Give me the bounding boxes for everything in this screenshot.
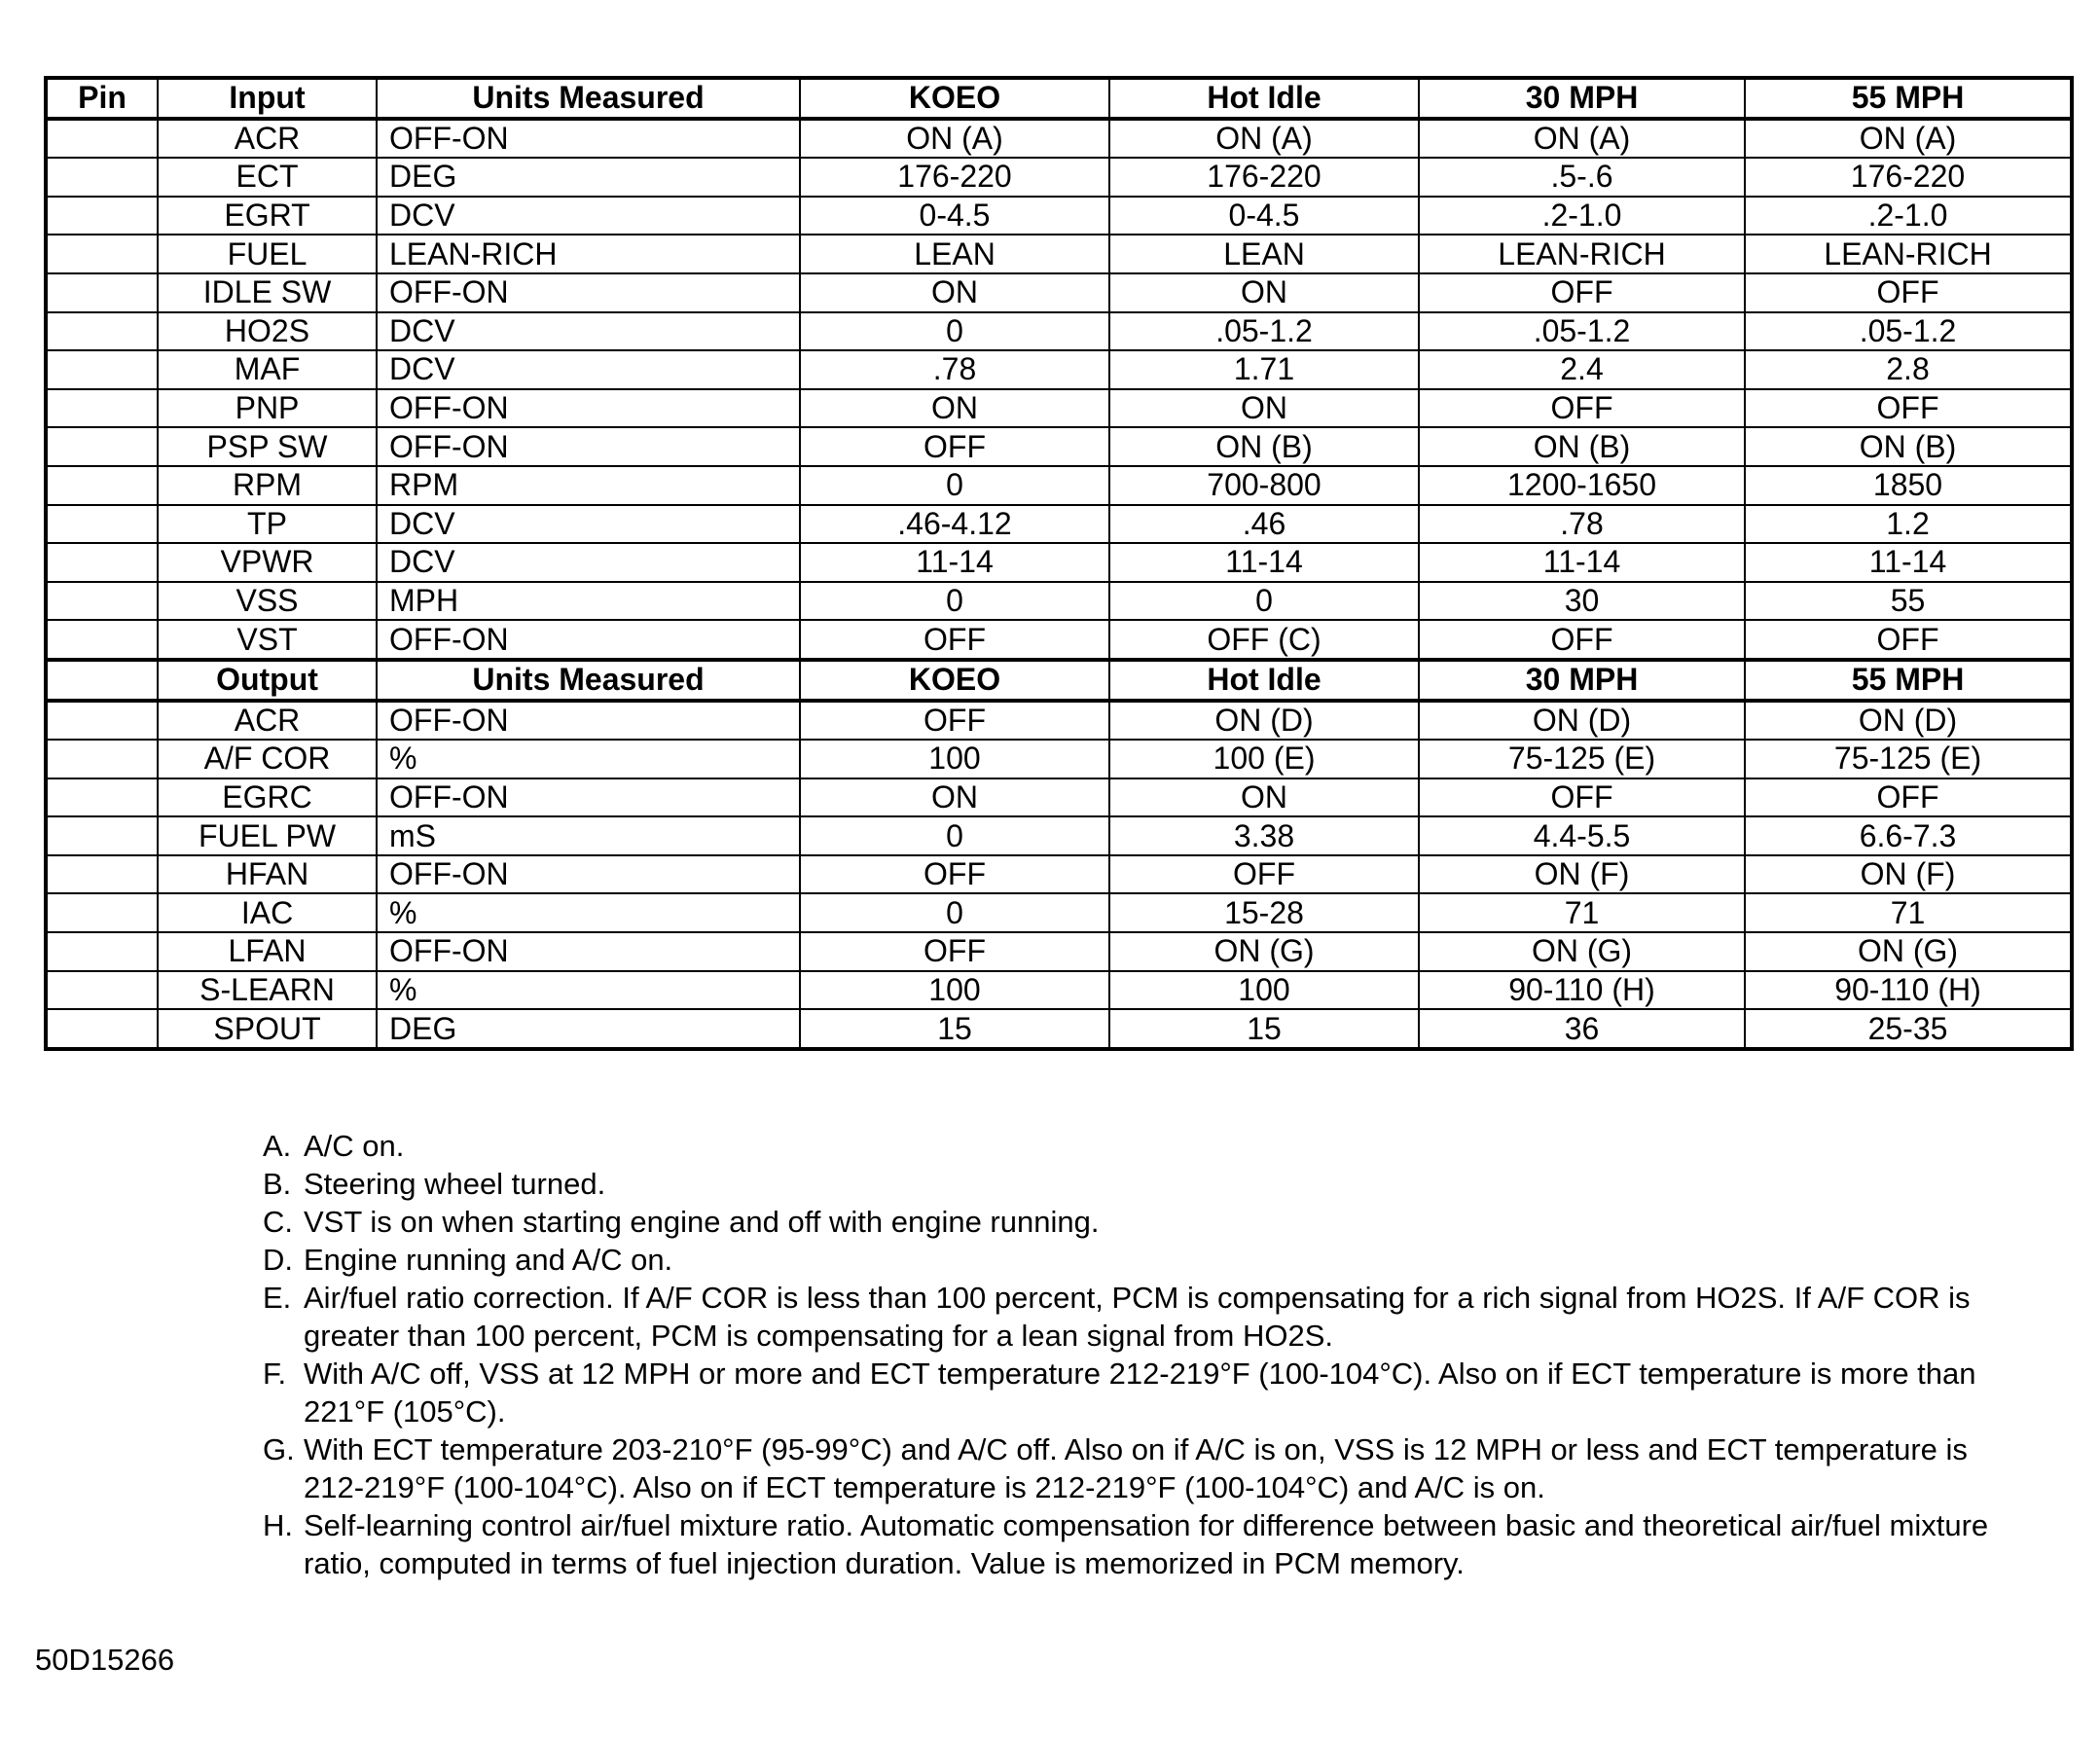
table-cell: 176-220 xyxy=(800,158,1109,197)
table-cell: DCV xyxy=(377,543,800,582)
table-cell xyxy=(46,893,158,932)
table-row xyxy=(46,505,2072,544)
table-cell xyxy=(46,119,158,159)
footnote-label: C. xyxy=(263,1205,293,1239)
table-cell xyxy=(46,427,158,466)
table-cell: HO2S xyxy=(158,312,377,351)
table-cell: ON (B) xyxy=(1419,427,1745,466)
pid-values-table xyxy=(44,76,2074,1051)
table-row xyxy=(46,701,2072,741)
column-header: Output xyxy=(158,660,377,701)
table-cell: 6.6-7.3 xyxy=(1745,816,2072,855)
table-cell: OFF-ON xyxy=(377,701,800,741)
table-row xyxy=(46,971,2072,1010)
table-cell: ECT xyxy=(158,158,377,197)
table-cell: DCV xyxy=(377,505,800,544)
table-cell: OFF xyxy=(1745,389,2072,428)
table-cell: ACR xyxy=(158,701,377,741)
table-cell: .2-1.0 xyxy=(1745,197,2072,235)
table-cell: EGRT xyxy=(158,197,377,235)
table-row xyxy=(46,235,2072,273)
table-cell: ON xyxy=(800,778,1109,817)
table-cell: % xyxy=(377,971,800,1010)
table-cell: 55 xyxy=(1745,582,2072,621)
table-row xyxy=(46,855,2072,894)
table-cell: 2.4 xyxy=(1419,350,1745,389)
table-cell xyxy=(46,816,158,855)
table-cell: OFF-ON xyxy=(377,427,800,466)
table-cell: MAF xyxy=(158,350,377,389)
table-cell: ON (F) xyxy=(1745,855,2072,894)
table-cell xyxy=(46,778,158,817)
footnote-item xyxy=(263,1165,2034,1203)
table-cell: 11-14 xyxy=(1419,543,1745,582)
table-cell: 176-220 xyxy=(1109,158,1419,197)
footnote-label: F. xyxy=(263,1357,287,1391)
table-cell: IAC xyxy=(158,893,377,932)
table-row xyxy=(46,427,2072,466)
table-cell: .5-.6 xyxy=(1419,158,1745,197)
footnote-label: H. xyxy=(263,1508,293,1542)
table-cell: 11-14 xyxy=(1109,543,1419,582)
table-cell: OFF xyxy=(1745,273,2072,312)
table-cell: ON (G) xyxy=(1109,932,1419,971)
table-cell: DCV xyxy=(377,350,800,389)
table-cell: % xyxy=(377,893,800,932)
table-cell: 0 xyxy=(800,466,1109,505)
table-cell: LEAN-RICH xyxy=(377,235,800,273)
output-header-row xyxy=(46,660,2072,701)
table-cell: ON xyxy=(1109,778,1419,817)
table-cell: 100 xyxy=(1109,971,1419,1010)
table-cell: OFF-ON xyxy=(377,389,800,428)
table-row xyxy=(46,158,2072,197)
table-row xyxy=(46,740,2072,778)
table-row xyxy=(46,119,2072,159)
table-cell: OFF xyxy=(800,932,1109,971)
table-cell: OFF xyxy=(1745,620,2072,660)
table-cell: ON (F) xyxy=(1419,855,1745,894)
table-cell: FUEL PW xyxy=(158,816,377,855)
table-row xyxy=(46,197,2072,235)
table-cell: .05-1.2 xyxy=(1745,312,2072,351)
footnote-item xyxy=(263,1279,2034,1355)
table-cell: % xyxy=(377,740,800,778)
footnote-text: VST is on when starting engine and off with engine running. xyxy=(304,1205,1100,1239)
table-cell: OFF xyxy=(1109,855,1419,894)
table-cell xyxy=(46,740,158,778)
footnote-item xyxy=(263,1203,2034,1241)
table-cell: 0 xyxy=(800,893,1109,932)
table-cell xyxy=(46,466,158,505)
table-cell: OFF-ON xyxy=(377,620,800,660)
footnote-text: With ECT temperature 203-210°F (95-99°C) and A/C off. Also on if A/C is on, VSS is 12 MPH or less and ECT temperature is 212-219°F (100-104°C). Also on if ECT temperature is 212-219°F (100-104°C) and A/C is on. xyxy=(304,1432,1968,1504)
table-row xyxy=(46,389,2072,428)
table-cell: OFF xyxy=(1745,778,2072,817)
table-cell: ON (G) xyxy=(1419,932,1745,971)
table-cell: OFF xyxy=(1419,620,1745,660)
column-header: Pin xyxy=(46,78,158,119)
table-cell: ACR xyxy=(158,119,377,159)
column-header: KOEO xyxy=(800,660,1109,701)
table-cell: 0 xyxy=(800,312,1109,351)
table-cell xyxy=(46,505,158,544)
table-cell: ON (A) xyxy=(1109,119,1419,159)
table-row xyxy=(46,778,2072,817)
table-cell xyxy=(46,158,158,197)
table-cell: 11-14 xyxy=(800,543,1109,582)
table-cell xyxy=(46,197,158,235)
column-header: 30 MPH xyxy=(1419,660,1745,701)
table-cell: LEAN xyxy=(1109,235,1419,273)
table-cell: OFF-ON xyxy=(377,778,800,817)
table-cell: PNP xyxy=(158,389,377,428)
column-header: Hot Idle xyxy=(1109,660,1419,701)
table-cell: 1.71 xyxy=(1109,350,1419,389)
table-cell: LFAN xyxy=(158,932,377,971)
footnote-item xyxy=(263,1430,2034,1506)
column-header: 55 MPH xyxy=(1745,78,2072,119)
table-cell: OFF xyxy=(1419,778,1745,817)
footnote-label: E. xyxy=(263,1281,292,1315)
table-cell: ON (B) xyxy=(1745,427,2072,466)
table-cell: OFF-ON xyxy=(377,119,800,159)
footnote-text: A/C on. xyxy=(304,1129,405,1163)
column-header: Input xyxy=(158,78,377,119)
table-cell: 15 xyxy=(1109,1009,1419,1049)
table-cell: 75-125 (E) xyxy=(1745,740,2072,778)
footnote-text: Steering wheel turned. xyxy=(304,1167,606,1201)
table-cell: 1850 xyxy=(1745,466,2072,505)
table-cell: 4.4-5.5 xyxy=(1419,816,1745,855)
table-cell: mS xyxy=(377,816,800,855)
table-cell: ON xyxy=(800,273,1109,312)
table-cell xyxy=(46,389,158,428)
table-cell xyxy=(46,582,158,621)
table-cell: TP xyxy=(158,505,377,544)
table-cell: RPM xyxy=(377,466,800,505)
table-row xyxy=(46,466,2072,505)
footnotes-list xyxy=(263,1127,2034,1582)
table-cell xyxy=(46,235,158,273)
table-cell: HFAN xyxy=(158,855,377,894)
table-cell: .78 xyxy=(800,350,1109,389)
table-cell: ON (A) xyxy=(1745,119,2072,159)
table-cell: ON (B) xyxy=(1109,427,1419,466)
table-cell: EGRC xyxy=(158,778,377,817)
table-cell: OFF xyxy=(800,701,1109,741)
table-cell: OFF-ON xyxy=(377,932,800,971)
table-cell: OFF xyxy=(1419,273,1745,312)
table-cell: .46-4.12 xyxy=(800,505,1109,544)
table-cell: 71 xyxy=(1745,893,2072,932)
table-cell: 100 (E) xyxy=(1109,740,1419,778)
table-cell: ON (D) xyxy=(1745,701,2072,741)
table-row xyxy=(46,543,2072,582)
table-row xyxy=(46,932,2072,971)
table-cell: 1200-1650 xyxy=(1419,466,1745,505)
table-row xyxy=(46,582,2072,621)
column-header: 30 MPH xyxy=(1419,78,1745,119)
table-cell: 100 xyxy=(800,740,1109,778)
table-cell: 36 xyxy=(1419,1009,1745,1049)
column-header: Units Measured xyxy=(377,660,800,701)
table-row xyxy=(46,620,2072,660)
table-row xyxy=(46,1009,2072,1049)
table-cell: OFF xyxy=(800,855,1109,894)
table-cell xyxy=(46,620,158,660)
table-cell xyxy=(46,855,158,894)
table-cell: 0 xyxy=(1109,582,1419,621)
table-cell xyxy=(46,971,158,1010)
table-cell: 2.8 xyxy=(1745,350,2072,389)
table-cell xyxy=(46,543,158,582)
footnote-label: A. xyxy=(263,1129,292,1163)
table-cell: 3.38 xyxy=(1109,816,1419,855)
table-cell: ON xyxy=(1109,389,1419,428)
table-cell: 1.2 xyxy=(1745,505,2072,544)
table-cell: 90-110 (H) xyxy=(1419,971,1745,1010)
table-cell: VST xyxy=(158,620,377,660)
table-cell: VSS xyxy=(158,582,377,621)
column-header: Hot Idle xyxy=(1109,78,1419,119)
column-header: KOEO xyxy=(800,78,1109,119)
table-cell: .05-1.2 xyxy=(1109,312,1419,351)
table-cell: OFF xyxy=(800,620,1109,660)
table-cell: LEAN-RICH xyxy=(1419,235,1745,273)
table-cell: DCV xyxy=(377,312,800,351)
table-cell xyxy=(46,350,158,389)
footnote-text: Self-learning control air/fuel mixture ratio. Automatic compensation for difference between basic and theoretical air/fuel mixture ratio, computed in terms of fuel injection duration. Value is memorized in PCM memory. xyxy=(304,1508,1989,1580)
table-cell: PSP SW xyxy=(158,427,377,466)
table-cell: .78 xyxy=(1419,505,1745,544)
table-cell: 30 xyxy=(1419,582,1745,621)
table-cell: .2-1.0 xyxy=(1419,197,1745,235)
table-cell: .05-1.2 xyxy=(1419,312,1745,351)
table-cell: ON xyxy=(800,389,1109,428)
table-cell xyxy=(46,701,158,741)
table-cell: ON (D) xyxy=(1109,701,1419,741)
table-row xyxy=(46,893,2072,932)
footnote-item xyxy=(263,1127,2034,1165)
input-header-row xyxy=(46,78,2072,119)
column-header xyxy=(46,660,158,701)
table-cell: 15-28 xyxy=(1109,893,1419,932)
table-cell: FUEL xyxy=(158,235,377,273)
table-cell: 0-4.5 xyxy=(800,197,1109,235)
table-cell xyxy=(46,1009,158,1049)
table-cell: 0-4.5 xyxy=(1109,197,1419,235)
table-cell: OFF (C) xyxy=(1109,620,1419,660)
table-cell: DEG xyxy=(377,1009,800,1049)
table-cell: OFF-ON xyxy=(377,273,800,312)
table-cell: OFF xyxy=(800,427,1109,466)
footnote-text: With A/C off, VSS at 12 MPH or more and ECT temperature 212-219°F (100-104°C). Also on if ECT temperature is more than 221°F (105°C). xyxy=(304,1357,1976,1429)
footnote-label: B. xyxy=(263,1167,292,1201)
table-cell: VPWR xyxy=(158,543,377,582)
footnote-item xyxy=(263,1506,2034,1582)
table-cell xyxy=(46,312,158,351)
table-row xyxy=(46,273,2072,312)
table-cell: ON (A) xyxy=(1419,119,1745,159)
table-cell: A/F COR xyxy=(158,740,377,778)
table-row xyxy=(46,312,2072,351)
table-cell: IDLE SW xyxy=(158,273,377,312)
table-cell: 25-35 xyxy=(1745,1009,2072,1049)
table-cell: 700-800 xyxy=(1109,466,1419,505)
table-cell: 176-220 xyxy=(1745,158,2072,197)
table-row xyxy=(46,816,2072,855)
table-cell: SPOUT xyxy=(158,1009,377,1049)
table-cell: ON xyxy=(1109,273,1419,312)
column-header: 55 MPH xyxy=(1745,660,2072,701)
column-header: Units Measured xyxy=(377,78,800,119)
table-cell xyxy=(46,932,158,971)
table-row xyxy=(46,350,2072,389)
table-cell: DCV xyxy=(377,197,800,235)
table-cell: 0 xyxy=(800,582,1109,621)
table-cell: OFF xyxy=(1419,389,1745,428)
table-cell: OFF-ON xyxy=(377,855,800,894)
table-cell: ON (G) xyxy=(1745,932,2072,971)
footnote-label: D. xyxy=(263,1243,293,1277)
table-cell xyxy=(46,273,158,312)
table-cell: S-LEARN xyxy=(158,971,377,1010)
table-cell: RPM xyxy=(158,466,377,505)
table-cell: LEAN-RICH xyxy=(1745,235,2072,273)
table-cell: ON (A) xyxy=(800,119,1109,159)
footnote-item xyxy=(263,1355,2034,1430)
table-cell: .46 xyxy=(1109,505,1419,544)
table-cell: 71 xyxy=(1419,893,1745,932)
footnote-text: Engine running and A/C on. xyxy=(304,1243,673,1277)
footnote-label: G. xyxy=(263,1432,295,1466)
table-cell: LEAN xyxy=(800,235,1109,273)
table-cell: 11-14 xyxy=(1745,543,2072,582)
table-cell: 100 xyxy=(800,971,1109,1010)
table-cell: 90-110 (H) xyxy=(1745,971,2072,1010)
table-cell: MPH xyxy=(377,582,800,621)
table-cell: 0 xyxy=(800,816,1109,855)
table-cell: 75-125 (E) xyxy=(1419,740,1745,778)
table-cell: DEG xyxy=(377,158,800,197)
footnote-item xyxy=(263,1241,2034,1279)
footnote-text: Air/fuel ratio correction. If A/F COR is less than 100 percent, PCM is compensating for a rich signal from HO2S. If A/F COR is greater than 100 percent, PCM is compensating for a lean signal from HO2S. xyxy=(304,1281,1971,1353)
table-cell: ON (D) xyxy=(1419,701,1745,741)
table-cell: 15 xyxy=(800,1009,1109,1049)
figure-code: 50D15266 xyxy=(35,1643,175,1677)
table-body xyxy=(46,78,2072,1049)
